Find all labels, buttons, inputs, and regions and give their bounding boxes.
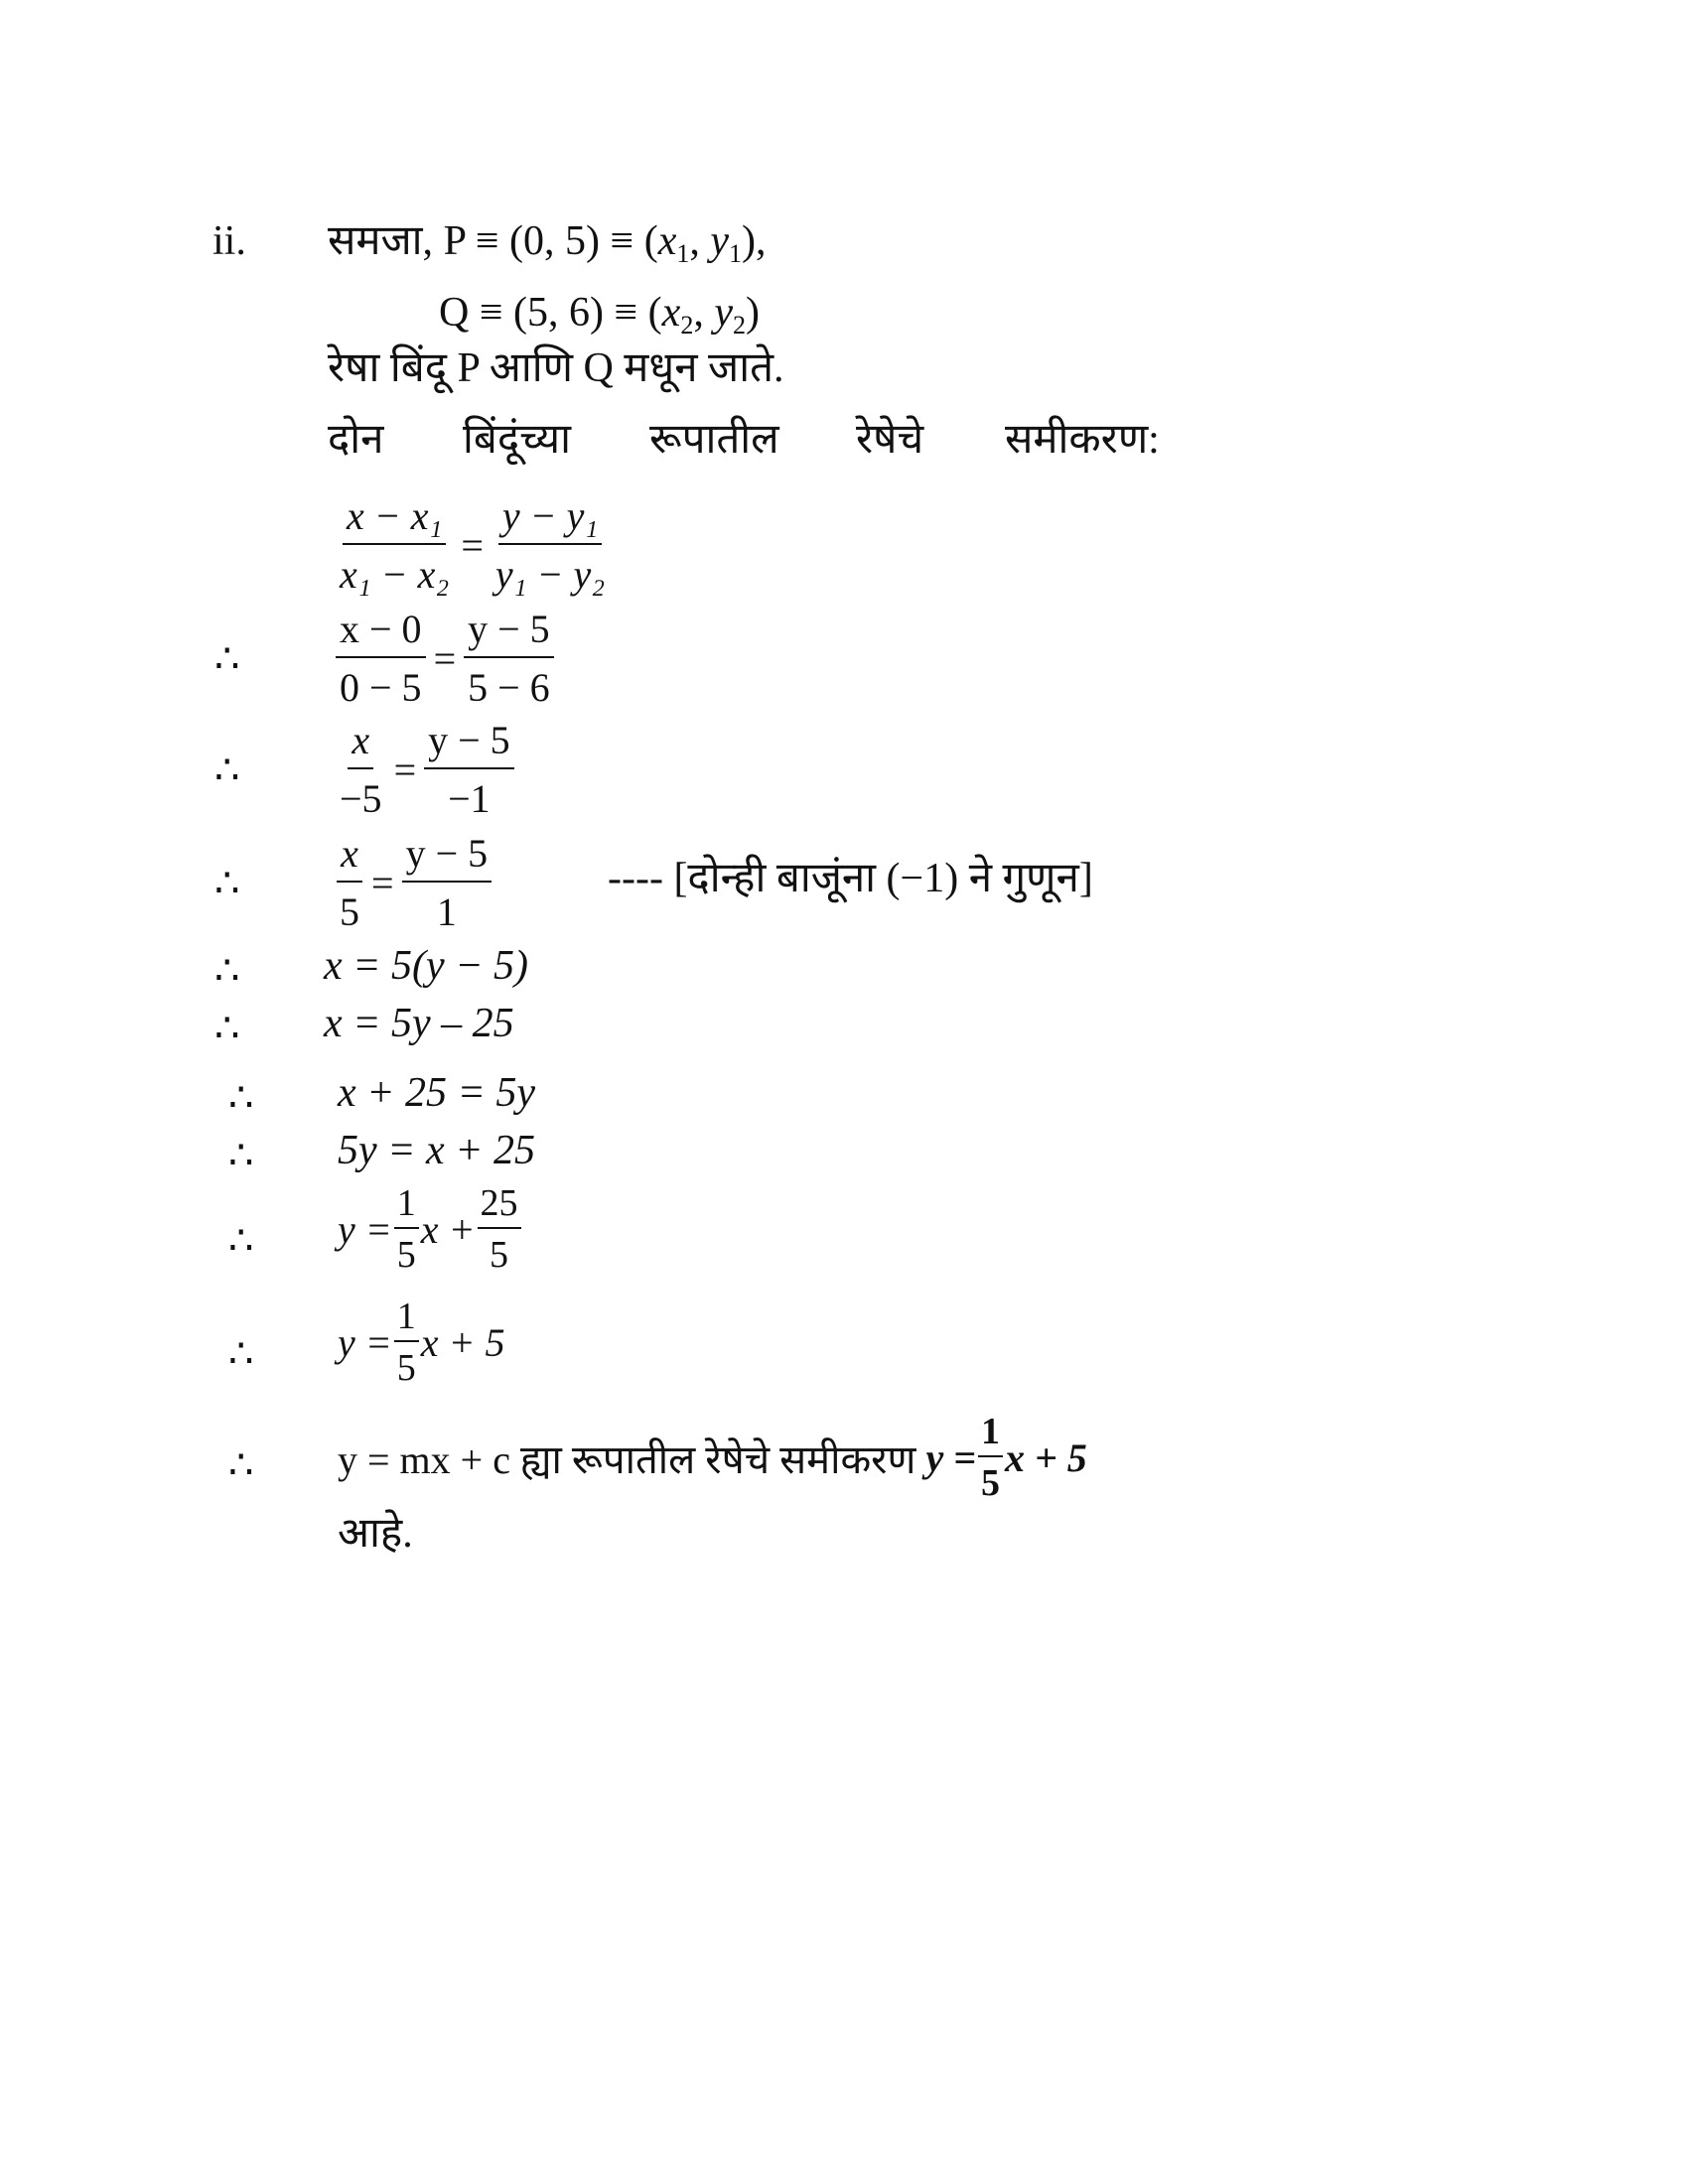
step-note: ---- [दोन्ही बाजूंना (−1) ने गुणून] [608,856,1093,901]
numerator: x − 0 [336,606,426,658]
denominator: 5 − 6 [468,665,550,710]
denominator: 5 [396,1347,416,1389]
numerator: x − x₁ [343,492,446,545]
fraction [424,717,514,822]
denominator: 5 [396,1234,416,1276]
two-point-form-word-1: दोन [328,417,384,463]
fraction [402,830,492,935]
step-distribute: x = 5y – 25 [324,1001,514,1046]
step-rearrange: x + 25 = 5y [338,1070,535,1116]
two-point-form-word-4: रेषेचे [856,417,924,463]
step-result [338,1295,505,1390]
line-passes-statement: रेषा बिंदू P आणि Q मधून जाते. [328,345,784,391]
lhs: y = [338,1319,392,1365]
denominator: 0 − 5 [340,665,422,710]
middle-term: x + [420,1206,476,1252]
equals: = [461,522,484,568]
equals: = [393,747,417,792]
x-var: x [657,218,677,264]
paren-close: ), [742,218,767,264]
sub: 1 [676,238,690,268]
y-var: y [710,218,730,264]
let-label: समजा, [328,218,434,264]
fraction [336,606,426,711]
final-conclusion [338,1410,1087,1505]
item-number: ii. [212,218,246,264]
numerator: 1 [394,1181,419,1229]
therefore-symbol: ∴ [214,1006,240,1050]
given-point-q [439,290,761,340]
denominator: y₁ − y₂ [494,552,606,597]
sub: 2 [733,310,747,340]
numerator: 1 [394,1295,419,1342]
therefore-symbol: ∴ [228,1133,254,1177]
step-divide [338,1181,523,1277]
paren-close: ) [746,290,761,336]
fraction [336,492,453,598]
sub: 2 [680,310,694,340]
x-var: x [661,290,681,336]
step-expand: x = 5(y − 5) [324,943,528,989]
equals: = [433,635,457,681]
given-point-p [328,218,767,268]
fraction [978,1410,1003,1505]
two-point-form-word-3: रूपातील [649,417,779,463]
therefore-symbol: ∴ [228,1442,254,1487]
numerator: 25 [478,1181,521,1229]
comma: , [689,218,711,264]
two-point-formula [334,492,611,598]
equals: = [371,860,394,905]
step-multiply [334,830,493,935]
therefore-symbol: ∴ [214,948,240,993]
step-swap: 5y = x + 25 [338,1128,535,1173]
fraction [464,606,554,711]
two-point-form-word-5: समीकरण: [1005,417,1160,463]
denominator: 5 [981,1462,1001,1504]
therefore-symbol: ∴ [228,1075,254,1120]
lhs: y = [925,1434,977,1480]
y-var: y [714,290,733,336]
numerator: x [348,717,373,769]
p-coordinates: P ≡ (0, 5) ≡ ( [443,218,658,264]
fraction [336,830,363,935]
fraction [336,717,386,822]
therefore-symbol: ∴ [214,748,240,792]
tail-term: x + 5 [420,1319,505,1365]
numerator: y − 5 [464,606,554,658]
numerator: y − 5 [424,717,514,769]
therefore-symbol: ∴ [228,1331,254,1376]
numerator: y − 5 [402,830,492,883]
fraction [394,1181,419,1277]
denominator: −5 [340,776,382,821]
lhs: y = [338,1206,392,1252]
denominator: 5 [490,1234,508,1276]
step-simplify [334,717,516,822]
q-coordinates: Q ≡ (5, 6) ≡ ( [439,290,662,336]
fraction [492,492,609,598]
conclusion-end: आहे. [338,1511,413,1557]
two-point-form-word-2: बिंदूंच्या [463,417,572,463]
therefore-symbol: ∴ [228,1218,254,1263]
comma: , [693,290,715,336]
sub: 1 [729,238,743,268]
numerator: x [337,830,362,883]
tail-term: x + 5 [1005,1434,1087,1480]
denominator: x₁ − x₂ [340,552,450,597]
fraction [394,1295,419,1390]
fraction [478,1181,521,1277]
numerator: y − y₁ [498,492,602,545]
denominator: 5 [340,889,359,934]
therefore-symbol: ∴ [214,861,240,905]
denominator: 1 [436,889,457,934]
therefore-symbol: ∴ [214,636,240,681]
conclusion-text: y = mx + c ह्या रूपातील रेषेचे समीकरण [338,1436,916,1482]
step-substitute [334,606,556,711]
denominator: −1 [448,776,491,821]
numerator: 1 [978,1410,1003,1457]
